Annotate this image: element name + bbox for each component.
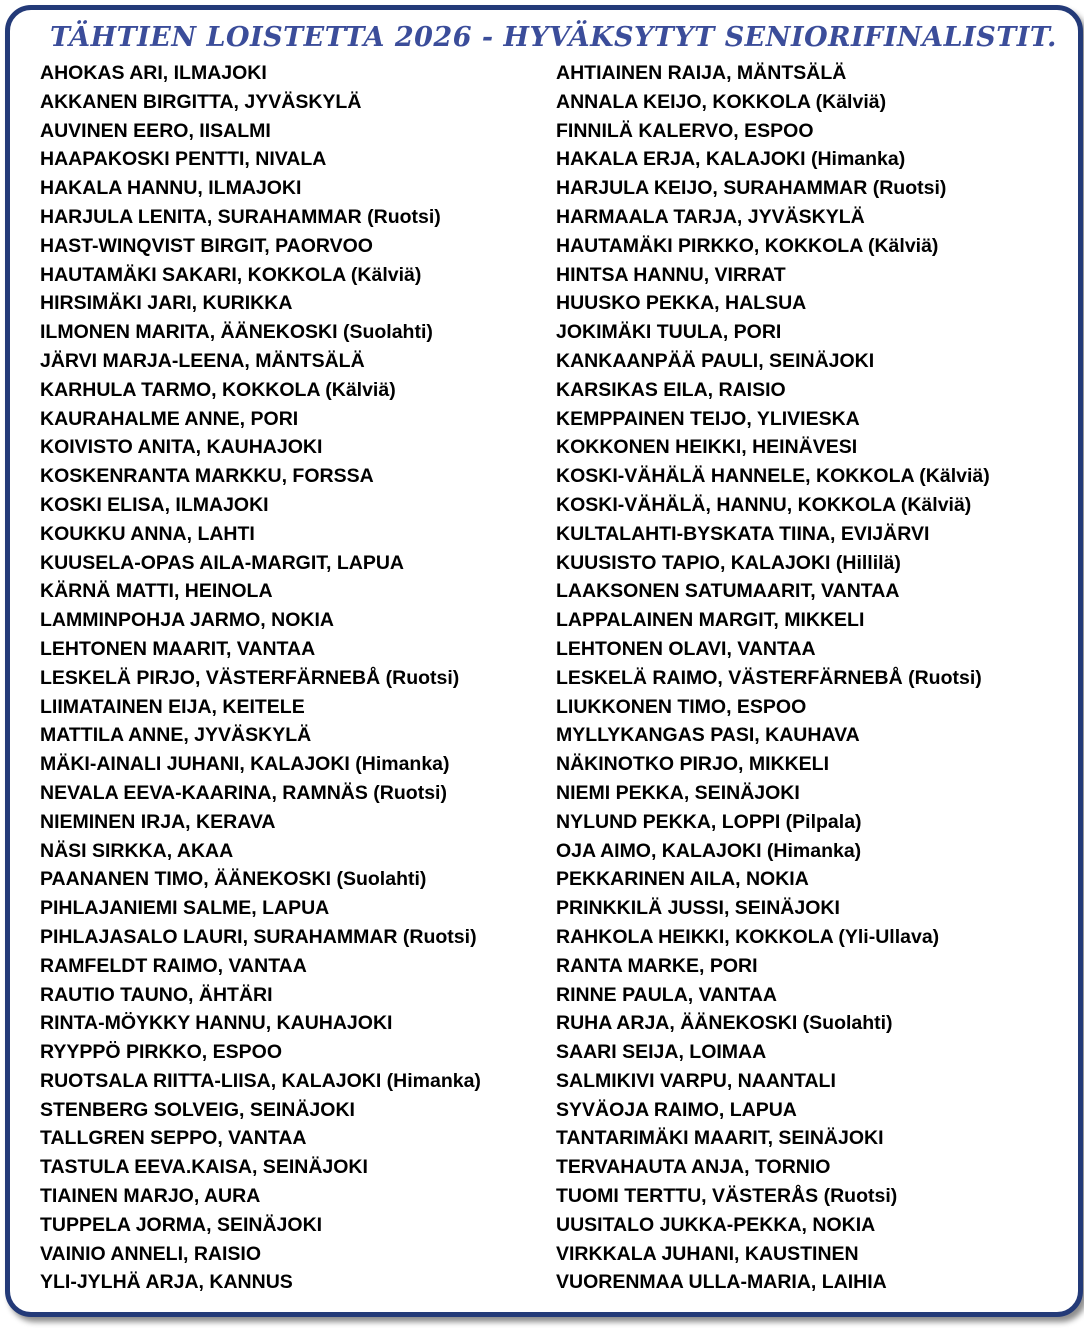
finalist-entry: HAKALA ERJA, KALAJOKI (Himanka): [556, 148, 906, 171]
finalist-entry: HARJULA KEIJO, SURAHAMMAR (Ruotsi): [556, 177, 947, 200]
finalist-entry: UUSITALO JUKKA-PEKKA, NOKIA: [556, 1213, 876, 1236]
finalist-entry: RAUTIO TAUNO, ÄHTÄRI: [40, 983, 273, 1006]
finalist-entry: LIUKKONEN TIMO, ESPOO: [556, 695, 807, 718]
finalist-entry: PEKKARINEN AILA, NOKIA: [556, 868, 809, 891]
finalist-entry: TERVAHAUTA ANJA, TORNIO: [556, 1156, 831, 1179]
finalist-entry: RINTA-MÖYKKY HANNU, KAUHAJOKI: [40, 1012, 393, 1035]
finalist-entry: LAPPALAINEN MARGIT, MIKKELI: [556, 609, 865, 632]
finalist-entry: SALMIKIVI VARPU, NAANTALI: [556, 1069, 836, 1092]
finalist-entry: KOKKONEN HEIKKI, HEINÄVESI: [556, 436, 858, 459]
finalist-entry: NÄSI SIRKKA, AKAA: [40, 839, 234, 862]
finalist-entry: PRINKKILÄ JUSSI, SEINÄJOKI: [556, 897, 840, 920]
finalist-entry: RYYPPÖ PIRKKO, ESPOO: [40, 1041, 282, 1064]
finalist-list-left: [40, 59, 481, 1297]
finalist-entry: SYVÄOJA RAIMO, LAPUA: [556, 1098, 797, 1121]
finalist-entry: PIHLAJANIEMI SALME, LAPUA: [40, 897, 330, 920]
finalist-entry: NEVALA EEVA-KAARINA, RAMNÄS (Ruotsi): [40, 781, 447, 804]
finalist-entry: KEMPPAINEN TEIJO, YLIVIESKA: [556, 407, 860, 430]
finalist-entry: RUHA ARJA, ÄÄNEKOSKI (Suolahti): [556, 1012, 893, 1035]
finalist-entry: YLI-JYLHÄ ARJA, KANNUS: [40, 1271, 293, 1294]
finalist-entry: AUVINEN EERO, IISALMI: [40, 119, 271, 142]
finalist-entry: HARJULA LENITA, SURAHAMMAR (Ruotsi): [40, 205, 441, 228]
finalist-entry: NÄKINOTKO PIRJO, MIKKELI: [556, 753, 830, 776]
finalist-entry: RANTA MARKE, PORI: [556, 954, 758, 977]
finalist-entry: VIRKKALA JUHANI, KAUSTINEN: [556, 1242, 859, 1265]
finalist-entry: KARSIKAS EILA, RAISIO: [556, 378, 786, 401]
finalist-entry: VUORENMAA ULLA-MARIA, LAIHIA: [556, 1271, 887, 1294]
finalist-entry: ILMONEN MARITA, ÄÄNEKOSKI (Suolahti): [40, 321, 433, 344]
finalist-entry: KUUSELA-OPAS AILA-MARGIT, LAPUA: [40, 551, 404, 574]
finalist-entry: TUPPELA JORMA, SEINÄJOKI: [40, 1213, 323, 1236]
finalist-entry: STENBERG SOLVEIG, SEINÄJOKI: [40, 1098, 355, 1121]
finalist-entry: LEHTONEN MAARIT, VANTAA: [40, 637, 316, 660]
finalist-entry: JOKIMÄKI TUULA, PORI: [556, 321, 782, 344]
finalist-entry: KOSKI ELISA, ILMAJOKI: [40, 493, 269, 516]
finalist-entry: KOIVISTO ANITA, KAUHAJOKI: [40, 436, 323, 459]
finalist-entry: LAAKSONEN SATUMAARIT, VANTAA: [556, 580, 900, 603]
finalist-entry: LIIMATAINEN EIJA, KEITELE: [40, 695, 305, 718]
finalist-entry: HAUTAMÄKI PIRKKO, KOKKOLA (Kälviä): [556, 234, 939, 257]
finalist-list-right: [556, 59, 990, 1297]
finalist-entry: PIHLAJASALO LAURI, SURAHAMMAR (Ruotsi): [40, 925, 477, 948]
finalist-entry: HAKALA HANNU, ILMAJOKI: [40, 177, 302, 200]
finalist-entry: RINNE PAULA, VANTAA: [556, 983, 777, 1006]
finalist-entry: LESKELÄ PIRJO, VÄSTERFÄRNEBÅ (Ruotsi): [40, 666, 460, 689]
finalist-entry: HARMAALA TARJA, JYVÄSKYLÄ: [556, 205, 865, 228]
finalist-entry: KANKAANPÄÄ PAULI, SEINÄJOKI: [556, 349, 875, 372]
finalist-entry: SAARI SEIJA, LOIMAA: [556, 1041, 767, 1064]
finalist-entry: KAURAHALME ANNE, PORI: [40, 407, 299, 430]
finalist-entry: RAHKOLA HEIKKI, KOKKOLA (Yli-Ullava): [556, 925, 940, 948]
finalist-entry: LEHTONEN OLAVI, VANTAA: [556, 637, 816, 660]
finalist-entry: FINNILÄ KALERVO, ESPOO: [556, 119, 814, 142]
finalist-entry: KOSKI-VÄHÄLÄ HANNELE, KOKKOLA (Kälviä): [556, 465, 990, 488]
finalist-entry: LESKELÄ RAIMO, VÄSTERFÄRNEBÅ (Ruotsi): [556, 666, 982, 689]
finalist-entry: KÄRNÄ MATTI, HEINOLA: [40, 580, 273, 603]
finalist-entry: RAMFELDT RAIMO, VANTAA: [40, 954, 307, 977]
finalist-entry: HAST-WINQVIST BIRGIT, PAORVOO: [40, 234, 373, 257]
finalist-entry: PAANANEN TIMO, ÄÄNEKOSKI (Suolahti): [40, 868, 427, 891]
finalist-entry: NIEMINEN IRJA, KERAVA: [40, 810, 276, 833]
finalist-entry: NIEMI PEKKA, SEINÄJOKI: [556, 781, 800, 804]
finalist-entry: HAUTAMÄKI SAKARI, KOKKOLA (Kälviä): [40, 263, 422, 286]
finalist-entry: KARHULA TARMO, KOKKOLA (Kälviä): [40, 378, 396, 401]
finalist-entry: KOUKKU ANNA, LAHTI: [40, 522, 255, 545]
finalist-entry: KULTALAHTI-BYSKATA TIINA, EVIJÄRVI: [556, 522, 930, 545]
finalist-entry: TASTULA EEVA.KAISA, SEINÄJOKI: [40, 1156, 368, 1179]
finalist-entry: HIRSIMÄKI JARI, KURIKKA: [40, 292, 293, 315]
finalist-entry: HAAPAKOSKI PENTTI, NIVALA: [40, 148, 327, 171]
finalist-entry: HINTSA HANNU, VIRRAT: [556, 263, 786, 286]
finalist-entry: NYLUND PEKKA, LOPPI (Pilpala): [556, 810, 862, 833]
finalist-entry: KUUSISTO TAPIO, KALAJOKI (Hillilä): [556, 551, 901, 574]
finalist-entry: OJA AIMO, KALAJOKI (Himanka): [556, 839, 862, 862]
finalist-entry: TUOMI TERTTU, VÄSTERÅS (Ruotsi): [556, 1185, 898, 1208]
finalist-entry: LAMMINPOHJA JARMO, NOKIA: [40, 609, 334, 632]
finalist-entry: AHTIAINEN RAIJA, MÄNTSÄLÄ: [556, 62, 847, 84]
finalist-entry: VAINIO ANNELI, RAISIO: [40, 1242, 262, 1265]
page-title: TÄHTIEN LOISTETTA 2026 - HYVÄKSYTYT SENIORIFINALISTIT.: [50, 22, 1057, 53]
finalist-entry: ANNALA KEIJO, KOKKOLA (Kälviä): [556, 90, 887, 113]
finalist-entry: AKKANEN BIRGITTA, JYVÄSKYLÄ: [40, 90, 362, 113]
finalist-entry: TANTARIMÄKI MAARIT, SEINÄJOKI: [556, 1127, 884, 1150]
finalist-entry: KOSKENRANTA MARKKU, FORSSA: [40, 465, 374, 488]
finalist-entry: MATTILA ANNE, JYVÄSKYLÄ: [40, 724, 312, 747]
finalist-entry: KOSKI-VÄHÄLÄ, HANNU, KOKKOLA (Kälviä): [556, 493, 972, 516]
finalist-entry: TIAINEN MARJO, AURA: [40, 1185, 261, 1208]
finalist-entry: MÄKI-AINALI JUHANI, KALAJOKI (Himanka): [40, 753, 450, 776]
finalist-entry: RUOTSALA RIITTA-LIISA, KALAJOKI (Himanka): [40, 1069, 481, 1092]
finalist-entry: AHOKAS ARI, ILMAJOKI: [40, 62, 267, 84]
finalist-entry: HUUSKO PEKKA, HALSUA: [556, 292, 807, 315]
finalist-entry: MYLLYKANGAS PASI, KAUHAVA: [556, 724, 860, 747]
finalist-entry: JÄRVI MARJA-LEENA, MÄNTSÄLÄ: [40, 349, 365, 372]
finalist-entry: TALLGREN SEPPO, VANTAA: [40, 1127, 307, 1150]
